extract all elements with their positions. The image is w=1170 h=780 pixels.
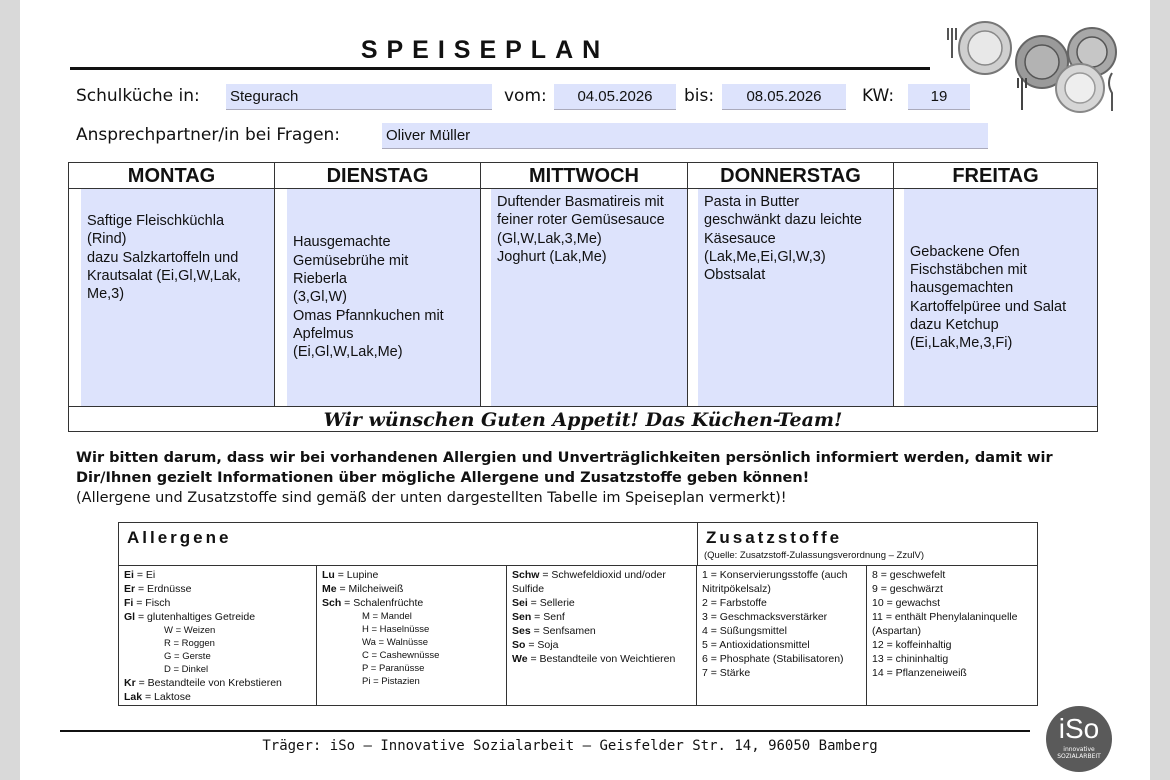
- day-header-wednesday: MITTWOCH: [481, 163, 688, 189]
- additive-item: 7 = Stärke: [702, 667, 751, 679]
- weekly-menu-table: [68, 162, 1098, 432]
- iso-logo-tagline-1: innovative: [1063, 746, 1095, 753]
- additive-item: 4 = Süßungsmittel: [702, 625, 787, 637]
- week-label: KW:: [862, 86, 895, 106]
- additive-item: 13 = chininhaltig: [872, 653, 949, 665]
- footer-divider: [60, 730, 1030, 732]
- allergen-code: Schw: [512, 569, 540, 581]
- allergen-item: [512, 624, 691, 638]
- allergen-item: [512, 638, 691, 652]
- allergen-item: [322, 636, 501, 649]
- allergen-description: W = Weizen: [164, 625, 216, 636]
- day-cell-tuesday: [275, 189, 481, 406]
- allergen-item: [322, 623, 501, 636]
- allergens-col-2: [317, 565, 507, 705]
- to-label: bis:: [684, 86, 715, 106]
- allergen-item: [124, 663, 311, 676]
- allergen-item: [124, 568, 311, 582]
- from-label: vom:: [504, 86, 547, 106]
- allergen-description: = Senf: [531, 611, 565, 623]
- allergen-item: [124, 676, 311, 690]
- title-underline: [70, 67, 930, 70]
- menu-text-monday[interactable]: Saftige Fleischküchla (Rind) dazu Salzkartoffeln und Krautsalat (Ei,Gl,W,Lak, Me,3): [81, 189, 274, 406]
- from-date-field[interactable]: 04.05.2026: [554, 84, 676, 110]
- day-cell-friday: [894, 189, 1097, 406]
- additive-item: 3 = Geschmacksverstärker: [702, 611, 828, 623]
- allergen-item: [322, 649, 501, 662]
- allergen-description: = Bestandteile von Krebstieren: [135, 677, 282, 689]
- allergen-item: [124, 596, 311, 610]
- footer-address: Träger: iSo – Innovative Sozialarbeit – Geisfelder Str. 14, 96050 Bamberg: [262, 738, 878, 754]
- allergen-description: = Senfsamen: [530, 625, 596, 637]
- allergen-description: = Lupine: [334, 569, 379, 581]
- allergen-description: = Ei: [133, 569, 156, 581]
- allergen-item: [512, 610, 691, 624]
- allergen-item: [322, 596, 501, 610]
- allergen-description: Pi = Pistazien: [362, 676, 420, 687]
- allergy-notice: [76, 448, 1086, 508]
- menu-text-wednesday[interactable]: Duftender Basmatireis mit feiner roter Gemüsesauce (Gl,W,Lak,3,Me) Joghurt (Lak,Me): [491, 189, 687, 406]
- additive-item: 5 = Antioxidationsmittel: [702, 639, 810, 651]
- allergen-code: Sch: [322, 597, 342, 609]
- allergen-description: = Fisch: [133, 597, 171, 609]
- page-title: SPEISEPLAN: [360, 36, 610, 64]
- allergen-code: Me: [322, 583, 337, 595]
- menu-text-friday[interactable]: Gebackene Ofen Fischstäbchen mit hausgemachten Kartoffelpüree und Salat dazu Ketchup (Ei,Lak,Me,3,Fi): [904, 189, 1097, 406]
- iso-logo: [1046, 706, 1112, 772]
- menu-text-tuesday[interactable]: Hausgemachte Gemüsebrühe mit Rieberla (3,Gl,W) Omas Pfannkuchen mit Apfelmus (Ei,Gl,W,Lak,Me): [287, 189, 480, 406]
- allergy-notice-note: (Allergene und Zusatzstoffe sind gemäß der unten dargestellten Tabelle im Speiseplan vermerkt)!: [76, 490, 787, 506]
- day-cell-wednesday: [481, 189, 688, 406]
- allergen-code: Er: [124, 583, 136, 595]
- allergen-item: [124, 624, 311, 637]
- allergen-item: [124, 690, 311, 704]
- day-header-tuesday: DIENSTAG: [275, 163, 481, 189]
- day-header-thursday: DONNERSTAG: [688, 163, 894, 189]
- to-date-field[interactable]: 08.05.2026: [722, 84, 846, 110]
- allergen-description: = Milcheiweiß: [336, 583, 404, 595]
- allergen-code: Kr: [124, 677, 136, 689]
- allergen-item: [124, 610, 311, 624]
- allergen-code: Lu: [322, 569, 335, 581]
- allergen-description: = Bestandteile von Weichtieren: [527, 653, 676, 665]
- week-field[interactable]: 19: [908, 84, 970, 110]
- allergen-description: = Laktose: [142, 691, 191, 703]
- allergen-code: Fi: [124, 597, 134, 609]
- allergen-description: R = Roggen: [164, 638, 215, 649]
- allergens-col-3: [507, 565, 697, 705]
- allergen-description: = Schalenfrüchte: [341, 597, 424, 609]
- additive-item: 2 = Farbstoffe: [702, 597, 767, 609]
- allergen-description: D = Dinkel: [164, 664, 209, 675]
- allergen-description: = Erdnüsse: [135, 583, 192, 595]
- additives-title: Zusatzstoffe: [706, 528, 843, 547]
- additive-item: 14 = Pflanzeneiweiß: [872, 667, 967, 679]
- allergen-description: G = Gerste: [164, 651, 211, 662]
- allergen-description: Wa = Walnüsse: [362, 637, 429, 648]
- additive-item: 1 = Konservierungsstoffe (auch Nitritpökelsalz): [702, 569, 848, 595]
- allergen-code: Gl: [124, 611, 136, 623]
- additives-col-1: [697, 565, 867, 705]
- additive-item: 9 = geschwärzt: [872, 583, 943, 595]
- allergen-item: [124, 637, 311, 650]
- day-header-monday: MONTAG: [69, 163, 275, 189]
- allergen-item: [322, 568, 501, 582]
- allergen-description: M = Mandel: [362, 611, 412, 622]
- allergens-title: Allergene: [127, 528, 232, 547]
- allergens-col-1: [119, 565, 317, 705]
- allergen-description: = Soja: [525, 639, 559, 651]
- additives-col-2: [867, 565, 1037, 705]
- contact-label: Ansprechpartner/in bei Fragen:: [76, 125, 341, 145]
- allergen-item: [124, 582, 311, 596]
- menu-greeting: Wir wünschen Guten Appetit! Das Küchen-Team!: [69, 406, 1097, 432]
- additives-header: [697, 523, 1037, 565]
- allergen-item: [124, 650, 311, 663]
- allergen-item: [512, 568, 691, 596]
- additives-subtitle: (Quelle: Zusatzstoff-Zulassungsverordnung – ZzulV): [704, 550, 925, 561]
- allergy-notice-bold: Wir bitten darum, dass wir bei vorhandenen Allergien und Unverträglichkeiten persönlich informiert werden, damit wir Dir/Ihnen gezielt Informationen über mögliche Allergene und Zusatzstoffe geben können!: [76, 450, 1053, 486]
- allergen-description: P = Paranüsse: [362, 663, 425, 674]
- day-cell-monday: [69, 189, 275, 406]
- allergen-description: C = Cashewnüsse: [362, 650, 440, 661]
- kitchen-field[interactable]: Stegurach: [226, 84, 492, 110]
- iso-logo-tagline-2: SOZIALARBEIT: [1057, 753, 1101, 760]
- allergen-item: [322, 582, 501, 596]
- menu-document: [20, 0, 1150, 780]
- kitchen-label: Schulküche in:: [76, 86, 200, 106]
- allergen-item: [322, 675, 501, 688]
- additive-item: 10 = gewachst: [872, 597, 941, 609]
- allergens-header: [119, 523, 697, 565]
- allergen-code: So: [512, 639, 526, 651]
- allergen-additive-table: [118, 522, 1038, 706]
- allergen-code: Ses: [512, 625, 531, 637]
- iso-logo-text: iSo: [1058, 713, 1100, 744]
- allergen-code: Sei: [512, 597, 528, 609]
- additive-item: 11 = enthält Phenylalaninquelle (Aspartan): [872, 611, 1018, 637]
- allergen-code: We: [512, 653, 528, 665]
- allergen-description: = Schwefeldioxid und/oder Sulfide: [512, 569, 666, 595]
- allergen-code: Lak: [124, 691, 143, 703]
- allergen-description: = Sellerie: [527, 597, 575, 609]
- additive-item: 6 = Phosphate (Stabilisatoren): [702, 653, 844, 665]
- allergen-description: = glutenhaltiges Getreide: [135, 611, 256, 623]
- contact-field[interactable]: Oliver Müller: [382, 123, 988, 149]
- menu-text-thursday[interactable]: Pasta in Butter geschwänkt dazu leichte Käsesauce (Lak,Me,Ei,Gl,W,3) Obstsalat: [698, 189, 893, 406]
- allergen-item: [512, 596, 691, 610]
- day-header-friday: FREITAG: [894, 163, 1097, 189]
- allergen-item: [512, 652, 691, 666]
- allergen-item: [322, 610, 501, 623]
- allergen-description: H = Haselnüsse: [362, 624, 430, 635]
- day-cell-thursday: [688, 189, 894, 406]
- allergen-code: Ei: [124, 569, 134, 581]
- allergen-item: [322, 662, 501, 675]
- additive-item: 12 = koffeinhaltig: [872, 639, 952, 651]
- allergen-code: Sen: [512, 611, 532, 623]
- additive-item: 8 = geschwefelt: [872, 569, 946, 581]
